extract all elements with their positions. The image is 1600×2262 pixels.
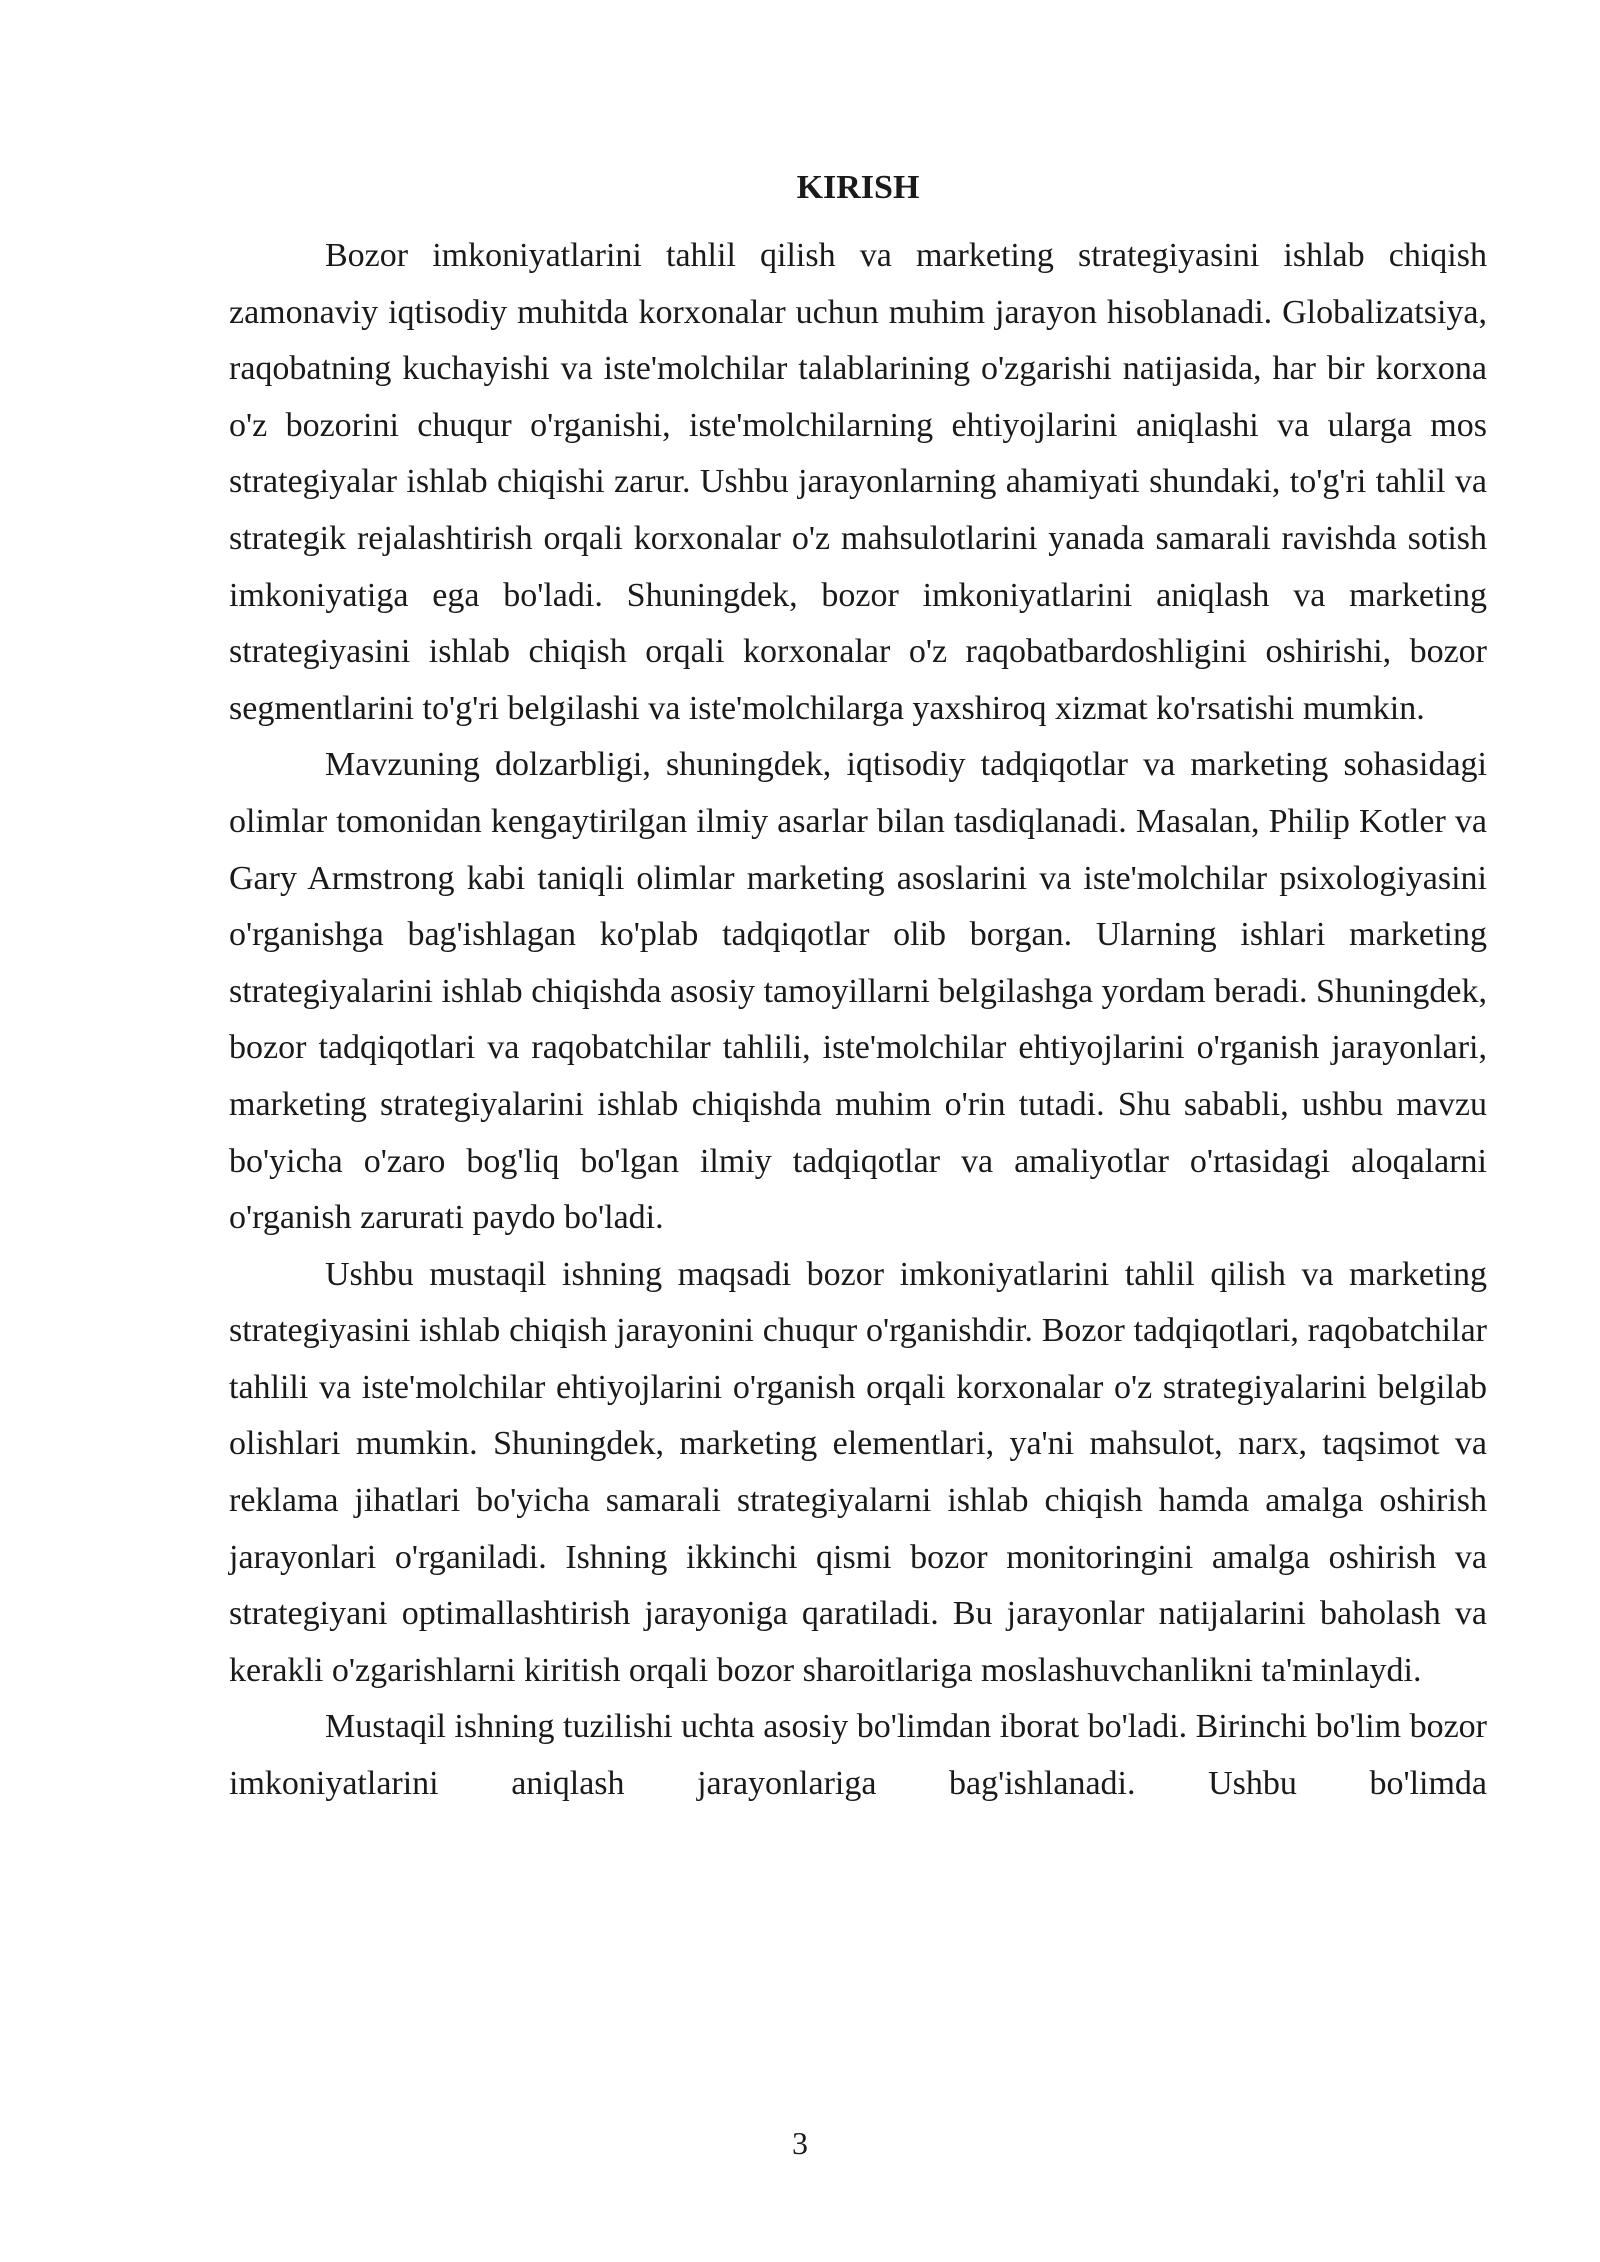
document-page — [229, 160, 1487, 1813]
paragraph-4: Mustaqil ishning tuzilishi uchta asosiy bo'limdan iborat bo'ladi. Birinchi bo'lim bozor imkoniyatlarini aniqlash jarayonlariga bag'ishlanadi. Ushbu bo'limda — [229, 1708, 1487, 1803]
paragraph-1: Bozor imkoniyatlarini tahlil qilish va marketing strategiyasini ishlab chiqish zamonaviy iqtisodiy muhitda korxonalar uchun muhim jarayon hisoblanadi. Globalizatsiya, raqobatning kuchayishi va iste'molchilar talablarining o'zgarishi natijasida, har bir korxona o'z bozorini chuqur o'rganishi, iste'molchilarning ehtiyojlarini aniqlashi va ularga mos strategiyalar ishlab chiqishi zarur. Ushbu jarayonlarning ahamiyati shundaki, to'g'ri tahlil va strategik rejalashtirish orqali korxonalar o'z mahsulotlarini yanada samarali ravishda sotish imkoniyatiga ega bo'ladi. Shuningdek, bozor imkoniyatlarini aniqlash va marketing strategiyasini ishlab chiqish orqali korxonalar o'z raqobatbardoshligini oshirishi, bozor segmentlarini to'g'ri belgilashi va iste'molchilarga yaxshiroq xizmat ko'rsatishi mumkin. — [229, 237, 1487, 727]
paragraph-3: Ushbu mustaqil ishning maqsadi bozor imkoniyatlarini tahlil qilish va marketing strategiyasini ishlab chiqish jarayonini chuqur o'rganishdir. Bozor tadqiqotlari, raqobatchilar tahlili va iste'molchilar ehtiyojlarini o'rganish orqali korxonalar o'z strategiyalarini belgilab olishlari mumkin. Shuningdek, marketing elementlari, ya'ni mahsulot, narx, taqsimot va reklama jihatlari bo'yicha samarali strategiyalarni ishlab chiqish hamda amalga oshirish jarayonlari o'rganiladi. Ishning ikkinchi qismi bozor monitoringini amalga oshirish va strategiyani optimallashtirish jarayoniga qaratiladi. Bu jarayonlar natijalarini baholash va kerakli o'zgarishlarni kiritish orqali bozor sharoitlariga moslashuvchanlikni ta'minlaydi. — [229, 1255, 1487, 1689]
section-heading: KIRISH — [796, 169, 920, 206]
page-number: 3 — [792, 2125, 808, 2161]
paragraph-2: Mavzuning dolzarbligi, shuningdek, iqtisodiy tadqiqotlar va marketing sohasidagi olimlar tomonidan kengaytirilgan ilmiy asarlar bilan tasdiqlanadi. Masalan, Philip Kotler va Gary Armstrong kabi taniqli olimlar marketing asoslarini va iste'molchilar psixologiyasini o'rganishga bag'ishlagan ko'plab tadqiqotlar olib borgan. Ularning ishlari marketing strategiyalarini ishlab chiqishda asosiy tamoyillarni belgilashga yordam beradi. Shuningdek, bozor tadqiqotlari va raqobatchilar tahlili, iste'molchilar ehtiyojlarini o'rganish jarayonlari, marketing strategiyalarini ishlab chiqishda muhim o'rin tutadi. Shu sababli, ushbu mavzu bo'yicha o'zaro bog'liq bo'lgan ilmiy tadqiqotlar va amaliyotlar o'rtasidagi aloqalarni o'rganish zarurati paydo bo'ladi. — [229, 746, 1487, 1237]
